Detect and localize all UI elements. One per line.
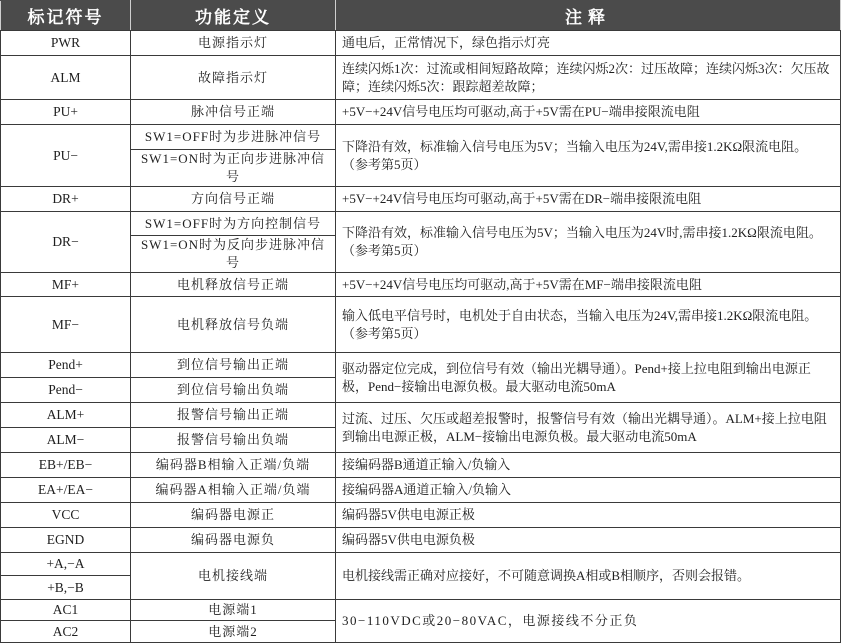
function-cell: 到位信号输出正端 (131, 353, 336, 378)
note-cell: 驱动器定位完成，到位信号有效（输出光耦导通）。Pend+接上拉电阻到输出电源正极，Pend−接输出电源负极。最大驱动电流50mA (336, 353, 841, 403)
symbol-cell: PU+ (1, 100, 131, 125)
function-cell: 脉冲信号正端 (131, 100, 336, 125)
function-cell: 编码器A相输入正端/负端 (131, 478, 336, 503)
note-cell: 接编码器B通道正输入/负输入 (336, 453, 841, 478)
note-cell: 连续闪烁1次：过流或相间短路故障；连续闪烁2次：过压故障；连续闪烁3次：欠压故障；连续闪烁5次：跟踪超差故障； (336, 56, 841, 100)
symbol-cell: Pend− (1, 378, 131, 403)
note-cell (336, 125, 841, 187)
note-cell: 电机接线需正确对应接好，不可随意调换A相或B相顺序，否则会报错。 (336, 553, 841, 600)
table-row (1, 553, 841, 576)
table-row (1, 56, 841, 100)
note-text: 输入低电平信号时，电机处于自由状态，当输入电压为24V,需串接1.2KΩ限流电阻。 (342, 307, 818, 323)
header-row (1, 1, 841, 31)
note-cell: 过流、过压、欠压或超差报警时，报警信号有效（输出光耦导通）。ALM+接上拉电阻到输出电源正极，ALM−接输出电源负极。最大驱动电流50mA (336, 403, 841, 453)
function-cell: SW1=ON时为反向步进脉冲信号 (131, 236, 336, 273)
function-cell: 电机释放信号正端 (131, 273, 336, 297)
function-cell: SW1=OFF时为步进脉冲信号 (131, 125, 336, 150)
symbol-cell: PU− (1, 125, 131, 187)
table-row (1, 403, 841, 428)
note-cell: 接编码器A通道正输入/负输入 (336, 478, 841, 503)
table-row (1, 600, 841, 621)
header-function: 功能定义 (131, 1, 336, 31)
note-cell: 编码器5V供电电源负极 (336, 528, 841, 553)
table-row (1, 353, 841, 378)
symbol-cell: +B,−B (1, 576, 131, 600)
symbol-cell: ALM (1, 56, 131, 100)
header-note: 注释 (336, 1, 841, 31)
function-cell: 方向信号正端 (131, 187, 336, 212)
note-cell: 编码器5V供电电源正极 (336, 503, 841, 528)
function-cell: 电源端2 (131, 621, 336, 643)
note-cell: +5V−+24V信号电压均可驱动,高于+5V需在MF−端串接限流电阻 (336, 273, 841, 297)
function-cell: 编码器电源负 (131, 528, 336, 553)
table-row (1, 31, 841, 56)
function-cell: 电机接线端 (131, 553, 336, 600)
symbol-cell: +A,−A (1, 553, 131, 576)
note-reference: （参考第5页） (342, 325, 427, 341)
function-cell: SW1=OFF时为方向控制信号 (131, 212, 336, 236)
function-cell: 编码器B相输入正端/负端 (131, 453, 336, 478)
note-text: 下降沿有效，标准输入信号电压为5V；当输入电压为24V,需串接1.2KΩ限流电阻。 (342, 138, 808, 154)
symbol-cell: AC2 (1, 621, 131, 643)
table-row (1, 100, 841, 125)
function-cell: 电源端1 (131, 600, 336, 621)
note-cell: +5V−+24V信号电压均可驱动,高于+5V需在PU−端串接限流电阻 (336, 100, 841, 125)
symbol-cell: AC1 (1, 600, 131, 621)
table-row (1, 528, 841, 553)
note-cell (336, 212, 841, 273)
symbol-cell: Pend+ (1, 353, 131, 378)
note-cell (336, 297, 841, 353)
symbol-cell: MF− (1, 297, 131, 353)
symbol-cell: DR+ (1, 187, 131, 212)
table-row (1, 273, 841, 297)
symbol-cell: EGND (1, 528, 131, 553)
function-cell: 编码器电源正 (131, 503, 336, 528)
function-cell: 电机释放信号负端 (131, 297, 336, 353)
note-reference: （参考第5页） (342, 243, 427, 258)
note-cell: 30−110VDC或20−80VAC，电源接线不分正负 (336, 600, 841, 643)
function-cell: 报警信号输出负端 (131, 428, 336, 453)
note-reference: （参考第5页） (342, 156, 427, 172)
table-row (1, 478, 841, 503)
symbol-cell: MF+ (1, 273, 131, 297)
function-cell: SW1=ON时为正向步进脉冲信号 (131, 150, 336, 187)
symbol-cell: EB+/EB− (1, 453, 131, 478)
symbol-cell: DR− (1, 212, 131, 273)
header-symbol: 标记符号 (1, 1, 131, 31)
symbol-cell: ALM− (1, 428, 131, 453)
table-row (1, 187, 841, 212)
function-cell: 到位信号输出负端 (131, 378, 336, 403)
symbol-cell: EA+/EA− (1, 478, 131, 503)
function-cell: 电源指示灯 (131, 31, 336, 56)
table-row (1, 453, 841, 478)
note-text: 下降沿有效，标准输入信号电压为5V；当输入电压为24V时,需串接1.2KΩ限流电阻。 (342, 225, 822, 240)
symbol-cell: ALM+ (1, 403, 131, 428)
table-row (1, 297, 841, 353)
symbol-cell: PWR (1, 31, 131, 56)
note-cell: +5V−+24V信号电压均可驱动,高于+5V需在DR−端串接限流电阻 (336, 187, 841, 212)
function-cell: 报警信号输出正端 (131, 403, 336, 428)
table-row (1, 212, 841, 236)
table-row (1, 125, 841, 150)
symbol-cell: VCC (1, 503, 131, 528)
note-cell: 通电后，正常情况下，绿色指示灯亮 (336, 31, 841, 56)
function-cell: 故障指示灯 (131, 56, 336, 100)
table-row (1, 503, 841, 528)
